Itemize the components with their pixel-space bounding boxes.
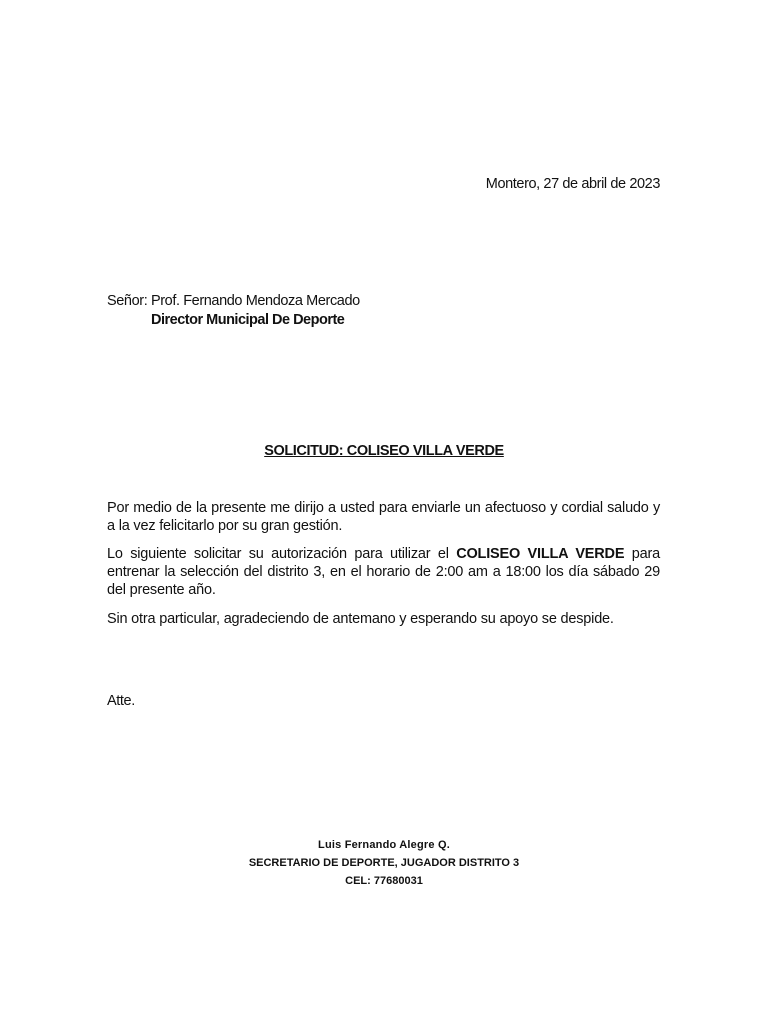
signature-role: SECRETARIO DE DEPORTE, JUGADOR DISTRITO 3: [248, 857, 520, 869]
signature-name: Luis Fernando Alegre Q.: [318, 839, 450, 851]
recipient-title: Director Municipal De Deporte: [151, 312, 345, 328]
paragraph-greeting: Por medio de la presente me dirijo a usted para enviarle un afectuoso y cordial saludo y a la vez felicitarlo por su gran gestión.: [107, 500, 660, 534]
closing: Atte.: [107, 693, 135, 709]
signature-block: [0, 836, 768, 890]
recipient-name: Señor: Prof. Fernando Mendoza Mercado: [107, 293, 360, 309]
venue-name: COLISEO VILLA VERDE: [456, 546, 625, 562]
paragraph-request: [107, 545, 660, 599]
signature-phone: CEL: 77680031: [345, 875, 423, 887]
request-text-after: para entrenar la selección del distrito 3, en el horario de 2:00 am a 18:00 los día sábado 29 del presente año.: [107, 546, 660, 598]
letter-subject: SOLICITUD: COLISEO VILLA VERDE: [264, 443, 504, 459]
request-text-before: Lo siguiente solicitar su autorización para utilizar el: [107, 546, 457, 562]
letter-date: Montero, 27 de abril de 2023: [485, 176, 660, 192]
paragraph-farewell: Sin otra particular, agradeciendo de antemano y esperando su apoyo se despide.: [107, 611, 614, 627]
